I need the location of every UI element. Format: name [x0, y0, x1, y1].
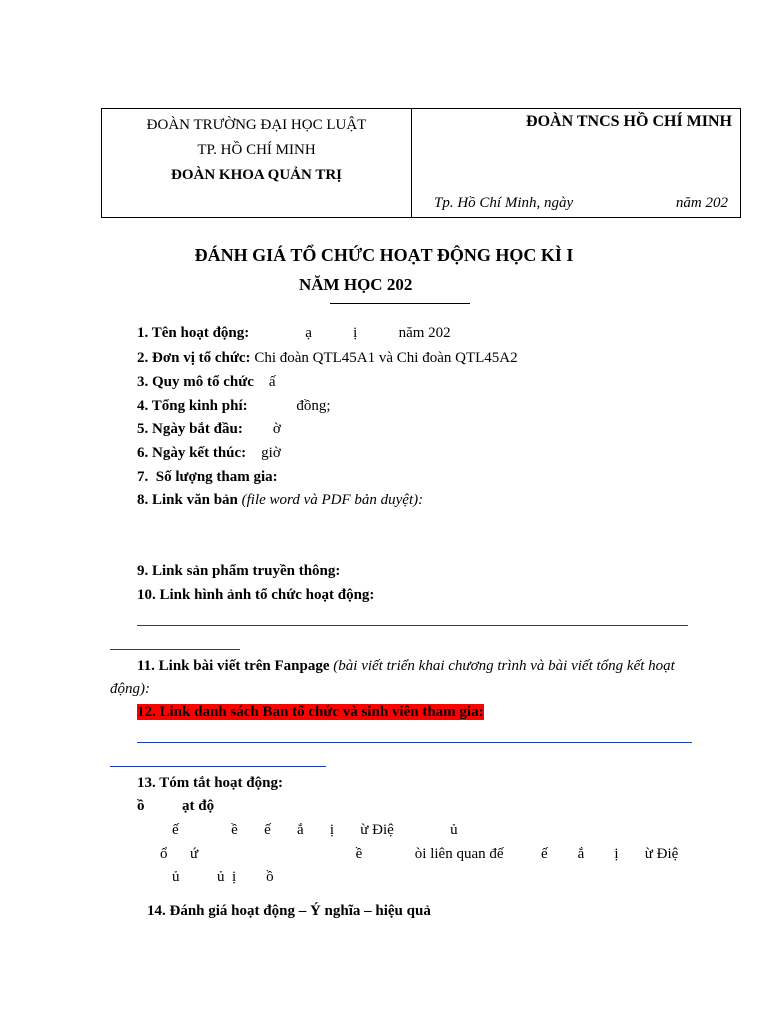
item-5-label: 5. Ngày bắt đầu: [137, 421, 243, 437]
item-8-label: 8. Link văn bản [137, 492, 238, 508]
item-2 [137, 350, 518, 367]
item-7-label: 7. Số lượng tham gia: [137, 469, 278, 485]
faculty-union-name: ĐOÀN KHOA QUẢN TRỊ [171, 167, 342, 183]
item-9 [137, 563, 340, 580]
city-name: TP. HỒ CHÍ MINH [197, 142, 316, 158]
item-4-label: 4. Tổng kinh phí: [137, 398, 248, 414]
item-3-label: 3. Quy mô tổ chức [137, 374, 254, 390]
item-12 [137, 704, 484, 721]
item-14 [147, 903, 431, 920]
item-2-value: Chi đoàn QTL45A1 và Chi đoàn QTL45A2 [250, 350, 518, 366]
youth-union-title: ĐOÀN TNCS HỒ CHÍ MINH [526, 113, 732, 130]
item-1 [137, 325, 451, 342]
link-line-12b [110, 766, 326, 767]
item-7 [137, 469, 278, 486]
item-3 [137, 374, 276, 391]
item-6-value: giờ [246, 445, 281, 461]
header-left-cell [102, 109, 412, 217]
year-text: năm 202 [675, 195, 728, 211]
item-2-label: 2. Đơn vị tổ chức: [137, 350, 251, 366]
item-13 [137, 775, 283, 792]
item-11-label: 11. Link bài viết trên Fanpage [137, 658, 330, 674]
item-13-row2: ổ ứ ề òi liên quan đế ế ắ ị ừ Điệ [160, 846, 679, 862]
item-3-value: ấ [253, 374, 276, 390]
item-10-label: 10. Link hình ảnh tổ chức hoạt động: [137, 587, 375, 603]
item-4-value: đồng; [247, 398, 331, 414]
date-line: Tp. Hồ Chí Minh, ngày [434, 195, 574, 211]
item-11-note: (bài viết triển khai chương trình và bài viết tổng kết hoạt động): [110, 658, 675, 697]
item-6 [137, 445, 281, 462]
item-13-row3: ủ ủ ị ồ [172, 869, 274, 885]
item-8 [137, 492, 423, 509]
link-line-12a [137, 742, 692, 743]
item-1-value: ạ ị năm 202 [305, 325, 451, 341]
item-12-label: 12. Link danh sách Ban tổ chức và sinh viên tham gia: [137, 704, 484, 720]
item-5-value: ờ [242, 421, 281, 437]
header-table [101, 108, 741, 218]
item-4 [137, 398, 331, 415]
document-title: ĐÁNH GIÁ TỔ CHỨC HOẠT ĐỘNG HỌC KÌ I [194, 245, 574, 265]
item-10 [137, 587, 374, 604]
item-6-label: 6. Ngày kết thúc: [137, 445, 247, 461]
item-1-label: 1. Tên hoạt động: [137, 325, 250, 341]
item-13-label: 13. Tóm tắt hoạt động: [137, 775, 283, 791]
document-subtitle: NĂM HỌC 202 [299, 275, 413, 294]
item-13-sub: ồ ạt độ [137, 798, 215, 814]
link-line-10a [137, 625, 688, 626]
item-13-row1: ế ề ế ắ ị ừ Điệ ủ [172, 822, 458, 838]
item-5 [137, 421, 281, 438]
school-union-name: ĐOÀN TRƯỜNG ĐẠI HỌC LUẬT [146, 117, 367, 133]
item-11 [110, 655, 700, 701]
item-8-note: (file word và PDF bản duyệt): [237, 492, 424, 508]
title-underline [330, 303, 470, 304]
link-line-10b [110, 649, 240, 650]
item-14-label: 14. Đánh giá hoạt động – Ý nghĩa – hiệu quả [147, 903, 431, 919]
header-right-cell [412, 109, 740, 217]
item-9-label: 9. Link sản phẩm truyền thông: [137, 563, 341, 579]
